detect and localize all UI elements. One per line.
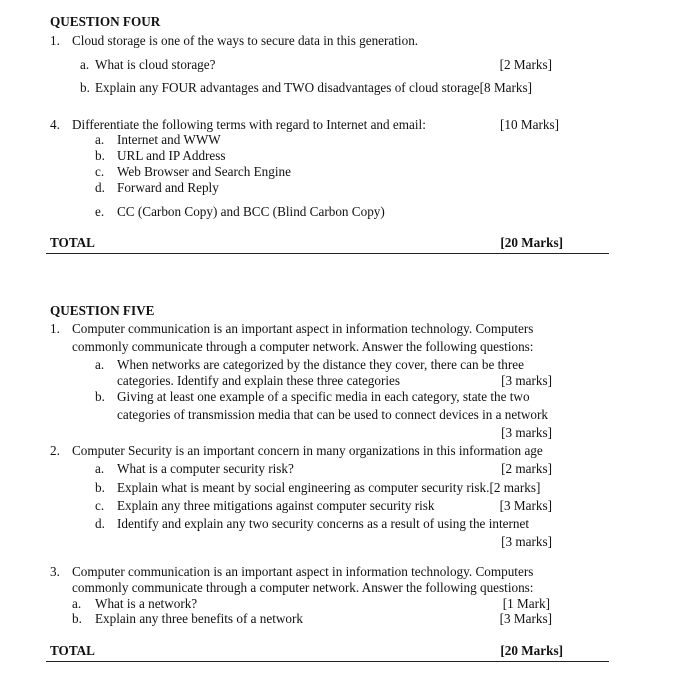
q5-item2-text: Computer Security is an important concern in many organizations in this information age [72, 443, 543, 458]
q5-item1b-label: b. [95, 389, 105, 404]
q4-item4d-text: Forward and Reply [117, 180, 219, 195]
q4-item4c-text: Web Browser and Search Engine [117, 164, 291, 179]
q4-total-label: TOTAL [50, 235, 95, 250]
q5-item2a-text: What is a computer security risk? [117, 461, 294, 476]
q5-divider [46, 661, 609, 662]
q4-item1a-label: a. [80, 57, 90, 72]
q4-item4b-text: URL and IP Address [117, 148, 226, 163]
question-five-heading: QUESTION FIVE [50, 303, 155, 318]
q5-item3b-text: Explain any three benefits of a network [95, 611, 303, 626]
q5-item2d-marks: [3 marks] [501, 534, 552, 549]
q5-item1-number: 1. [50, 321, 60, 336]
q4-item4c-label: c. [95, 164, 105, 179]
q4-item4-number: 4. [50, 117, 60, 132]
q4-item4a-text: Internet and WWW [117, 132, 221, 147]
q4-divider [46, 253, 609, 254]
q4-item1b-label: b. [80, 80, 90, 95]
q5-item2c-marks: [3 Marks] [499, 498, 552, 513]
q5-item1b-line2: categories of transmission media that can be used to connect devices in a network [117, 407, 549, 422]
q5-item3a-label: a. [72, 596, 82, 611]
q5-item1a-label: a. [95, 357, 105, 372]
q4-item4b-label: b. [95, 148, 105, 163]
q5-item3a-marks: [1 Mark] [502, 596, 550, 611]
q4-item1a-text: What is cloud storage? [95, 57, 216, 72]
q5-item2d-label: d. [95, 516, 105, 531]
q4-item4-marks: [10 Marks] [500, 117, 559, 132]
q5-total-label: TOTAL [50, 643, 95, 658]
q4-item4-text: Differentiate the following terms with regard to Internet and email: [72, 117, 426, 132]
q5-item2c-text: Explain any three mitigations against computer security risk [117, 498, 435, 513]
q5-item3-line1: Computer communication is an important aspect in information technology. Computers [72, 564, 534, 579]
q5-item3b-marks: [3 Marks] [499, 611, 552, 626]
q5-item2a-label: a. [95, 461, 105, 476]
q4-total-marks: [20 Marks] [500, 235, 563, 250]
q4-item1-number: 1. [50, 33, 60, 48]
q5-item3-number: 3. [50, 564, 60, 579]
q4-item1a-marks: [2 Marks] [499, 57, 552, 72]
q5-item2a-marks: [2 marks] [501, 461, 552, 476]
q4-item4a-label: a. [95, 132, 105, 147]
question-four-heading: QUESTION FOUR [50, 14, 161, 29]
q5-item1-line1: Computer communication is an important aspect in information technology. Computers [72, 321, 534, 336]
q4-item1-text: Cloud storage is one of the ways to secure data in this generation. [72, 33, 419, 48]
q5-item1-line2: commonly communicate through a computer network. Answer the following questions: [72, 339, 534, 354]
q4-item4e-label: e. [95, 204, 105, 219]
q5-item1a-marks: [3 marks] [501, 373, 552, 388]
q5-item2c-label: c. [95, 498, 105, 513]
q5-item1b-marks: [3 marks] [501, 425, 552, 440]
q4-item4d-label: d. [95, 180, 105, 195]
q5-item3a-text: What is a network? [95, 596, 198, 611]
q5-item2-number: 2. [50, 443, 60, 458]
q5-item3b-label: b. [72, 611, 82, 626]
q5-item2b-text: Explain what is meant by social engineering as computer security risk.[2 marks] [117, 480, 541, 495]
q5-item2d-text: Identify and explain any two security concerns as a result of using the internet [117, 516, 529, 531]
q5-item1a-line1: When networks are categorized by the distance they cover, there can be three [117, 357, 524, 372]
q5-item3-line2: commonly communicate through a computer network. Answer the following questions: [72, 580, 534, 595]
q5-total-marks: [20 Marks] [500, 643, 563, 658]
q5-item2b-label: b. [95, 480, 105, 495]
q5-item1b-line1: Giving at least one example of a specific media in each category, state the two [117, 389, 530, 404]
q4-item4e-text: CC (Carbon Copy) and BCC (Blind Carbon Copy) [117, 204, 385, 219]
q4-item1b-text: Explain any FOUR advantages and TWO disadvantages of cloud storage[8 Marks] [95, 80, 533, 95]
q5-item1a-line2: categories. Identify and explain these three categories [117, 373, 401, 388]
